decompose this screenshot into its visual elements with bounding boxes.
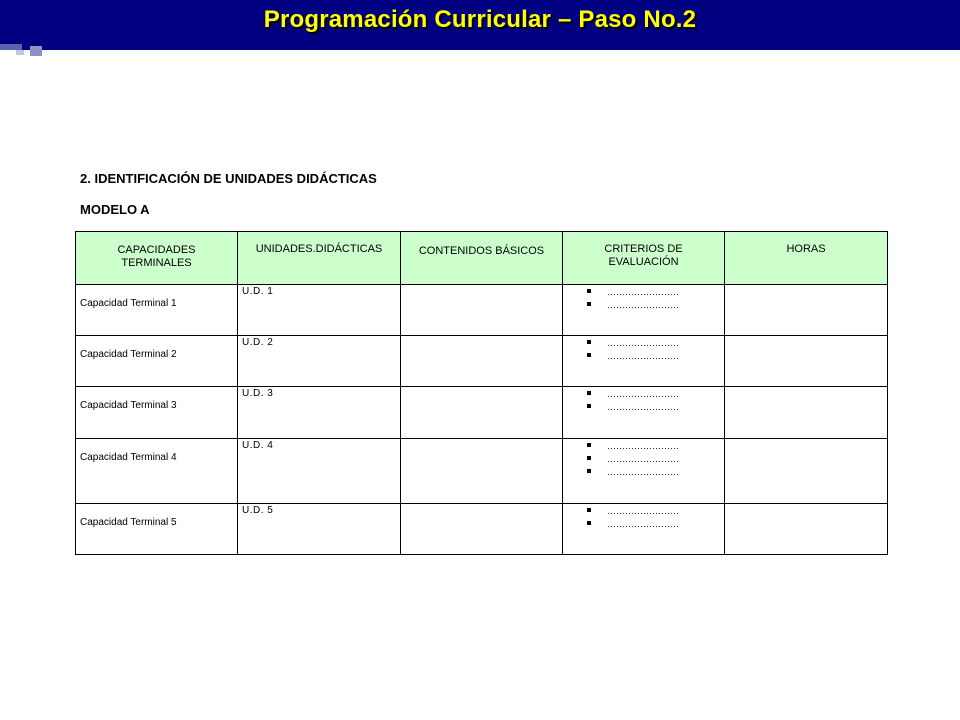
bullet-icon xyxy=(587,469,591,473)
cell-capacidad xyxy=(76,439,238,504)
cell-unidad xyxy=(238,439,401,504)
criterio-placeholder: …………………… xyxy=(607,402,679,412)
header-line: CONTENIDOS BÁSICOS xyxy=(418,245,545,257)
cell-contenidos xyxy=(401,387,563,439)
cell-contenidos xyxy=(401,439,563,504)
table-row xyxy=(76,285,888,336)
model-label: MODELO A xyxy=(80,202,150,217)
criterio-placeholder: …………………… xyxy=(607,441,679,451)
bullet-icon xyxy=(587,391,591,395)
unidad-label: U.D. 3 xyxy=(242,388,274,399)
cell-criterios xyxy=(563,285,725,336)
bullet-icon xyxy=(587,404,591,408)
cell-capacidad xyxy=(76,387,238,439)
criterio-placeholder: …………………… xyxy=(607,506,679,516)
criterio-placeholder: …………………… xyxy=(607,338,679,348)
cell-horas xyxy=(725,504,888,555)
unidad-label: U.D. 1 xyxy=(242,286,274,297)
section-heading: 2. IDENTIFICACIÓN DE UNIDADES DIDÁCTICAS xyxy=(80,171,377,186)
header-line: EVALUACIÓN xyxy=(608,256,679,268)
table-row xyxy=(76,336,888,387)
bullet-icon xyxy=(587,456,591,460)
cell-contenidos xyxy=(401,504,563,555)
bullet-icon xyxy=(587,521,591,525)
bullet-icon xyxy=(587,340,591,344)
header-horas xyxy=(725,232,888,285)
table-row xyxy=(76,439,888,504)
cell-criterios xyxy=(563,387,725,439)
table-row xyxy=(76,504,888,555)
criterios-list xyxy=(587,389,679,415)
header-unidades xyxy=(238,232,401,285)
criterio-item xyxy=(587,351,679,364)
criterio-placeholder: …………………… xyxy=(607,519,679,529)
criterios-list xyxy=(587,338,679,364)
capacidad-label: Capacidad Terminal 4 xyxy=(80,452,177,463)
table-header-row xyxy=(76,232,888,285)
slide-title: Programación Curricular – Paso No.2 xyxy=(263,6,697,33)
unidad-label: U.D. 4 xyxy=(242,440,274,451)
header-line: HORAS xyxy=(786,243,826,255)
criterios-list xyxy=(587,287,679,313)
criterios-list xyxy=(587,506,679,532)
cell-criterios xyxy=(563,504,725,555)
capacidad-label: Capacidad Terminal 5 xyxy=(80,517,177,528)
criterio-item xyxy=(587,300,679,313)
unidad-label: U.D. 2 xyxy=(242,337,274,348)
capacidad-label: Capacidad Terminal 3 xyxy=(80,400,177,411)
cell-unidad xyxy=(238,387,401,439)
decorative-square xyxy=(16,50,24,55)
cell-unidad xyxy=(238,285,401,336)
criterio-item xyxy=(587,441,679,454)
criterio-item xyxy=(587,389,679,402)
criterio-placeholder: …………………… xyxy=(607,454,679,464)
header-line: CAPACIDADES xyxy=(117,244,196,256)
title-bar xyxy=(0,0,960,50)
unidad-label: U.D. 5 xyxy=(242,505,274,516)
cell-capacidad xyxy=(76,285,238,336)
bullet-icon xyxy=(587,353,591,357)
cell-horas xyxy=(725,285,888,336)
cell-horas xyxy=(725,439,888,504)
cell-criterios xyxy=(563,336,725,387)
cell-unidad xyxy=(238,504,401,555)
header-line: CRITERIOS DE xyxy=(604,243,683,255)
criterio-item xyxy=(587,338,679,351)
criterio-placeholder: …………………… xyxy=(607,467,679,477)
cell-horas xyxy=(725,387,888,439)
criterio-item xyxy=(587,454,679,467)
table-row xyxy=(76,387,888,439)
header-contenidos xyxy=(401,232,563,285)
header-line: TERMINALES xyxy=(121,257,192,269)
decorative-square xyxy=(30,46,42,56)
capacidad-label: Capacidad Terminal 1 xyxy=(80,298,177,309)
bullet-icon xyxy=(587,289,591,293)
cell-contenidos xyxy=(401,285,563,336)
criterio-placeholder: …………………… xyxy=(607,287,679,297)
cell-capacidad xyxy=(76,504,238,555)
header-criterios xyxy=(563,232,725,285)
bullet-icon xyxy=(587,508,591,512)
criterio-placeholder: …………………… xyxy=(607,389,679,399)
cell-unidad xyxy=(238,336,401,387)
bullet-icon xyxy=(587,443,591,447)
criterios-list xyxy=(587,441,679,480)
criterio-item xyxy=(587,506,679,519)
bullet-icon xyxy=(587,302,591,306)
cell-contenidos xyxy=(401,336,563,387)
criterio-item xyxy=(587,287,679,300)
capacidad-label: Capacidad Terminal 2 xyxy=(80,349,177,360)
criterio-item xyxy=(587,519,679,532)
header-line: UNIDADES.DIDÁCTICAS xyxy=(255,243,383,255)
header-capacidades xyxy=(76,232,238,285)
cell-horas xyxy=(725,336,888,387)
cell-capacidad xyxy=(76,336,238,387)
criterio-item xyxy=(587,402,679,415)
criterio-item xyxy=(587,467,679,480)
units-table xyxy=(75,231,888,555)
criterio-placeholder: …………………… xyxy=(607,351,679,361)
cell-criterios xyxy=(563,439,725,504)
criterio-placeholder: …………………… xyxy=(607,300,679,310)
